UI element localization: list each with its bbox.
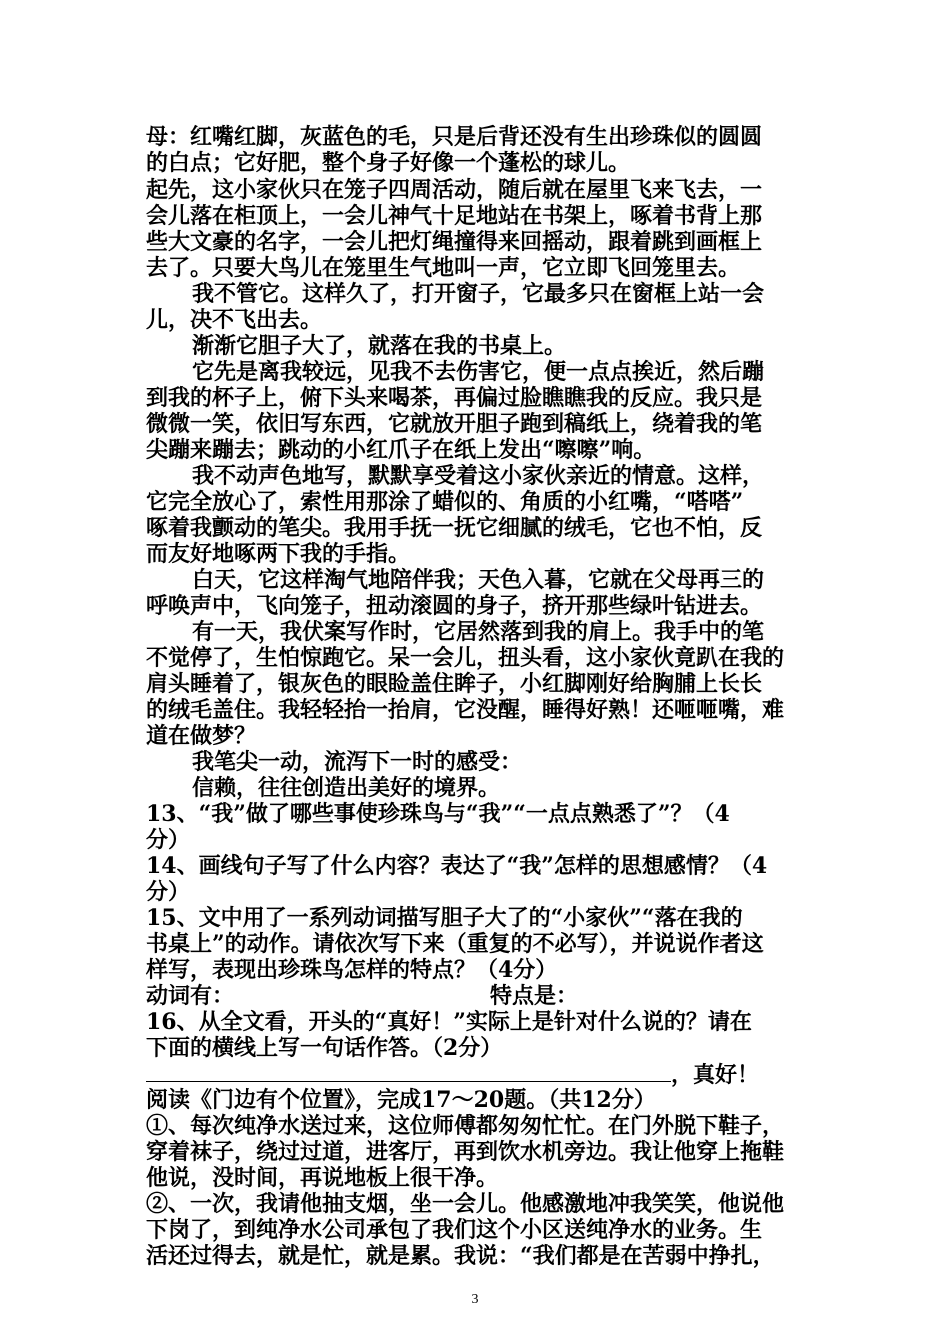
text-line: 而友好地啄两下我的手指。: [146, 541, 411, 567]
question-14-cont: 分）: [146, 879, 191, 905]
reading-heading: 阅读《门边有个位置》，完成17～20题。（共12分）: [146, 1087, 656, 1113]
text-line: 肩头睡着了，银灰色的眼睑盖住眸子，小红脚刚好给胸脯上长长: [146, 671, 763, 697]
question-13: 13、“我”做了哪些事使珍珠鸟与“我”“一点点熟悉了”？（4: [146, 801, 730, 827]
text-line: 的绒毛盖住。我轻轻抬一抬肩，它没醒，睡得好熟！还咂咂嘴，难: [146, 697, 785, 723]
text-line: 儿，决不飞出去。: [146, 307, 323, 333]
question-15-cont: 书桌上”的动作。请依次写下来（重复的不必写），并说说作者这: [146, 931, 764, 957]
text-line: 我不管它。这样久了，打开窗子，它最多只在窗框上站一会: [192, 281, 765, 307]
text-line: 啄着我颤动的笔尖。我用手抚一抚它细腻的绒毛，它也不怕，反: [146, 515, 763, 541]
answer-suffix: ，真好！: [671, 1062, 760, 1088]
text-line: 会儿落在柜顶上，一会儿神气十足地站在书架上，啄着书背上那: [146, 203, 763, 229]
text-line: 道在做梦？: [146, 723, 257, 749]
text-line: 起先，这小家伙只在笼子四周活动，随后就在屋里飞来飞去，一: [146, 177, 763, 203]
text-line: 他说，没时间，再说地板上很干净。: [146, 1165, 499, 1191]
text-line: 我不动声色地写，默默享受着这小家伙亲近的情意。这样，: [192, 463, 765, 489]
text-line: 到我的杯子上，俯下头来喝茶，再偏过脸瞧瞧我的反应。我只是: [146, 385, 763, 411]
text-line: 信赖，往往创造出美好的境界。: [192, 775, 501, 801]
verbs-label: 动词有：: [146, 983, 235, 1009]
text-line: 去了。只要大鸟儿在笼里生气地叫一声，它立即飞回笼里去。: [146, 255, 741, 281]
text-line: ①、每次纯净水送过来，这位师傅都匆匆忙忙。在门外脱下鞋子，: [146, 1113, 785, 1139]
question-13-cont: 分）: [146, 827, 191, 853]
text-line: 白天，它这样淘气地陪伴我；天色入暮，它就在父母再三的: [192, 567, 765, 593]
text-line: 微微一笑，依旧写东西，它就放开胆子跑到稿纸上，绕着我的笔: [146, 411, 763, 437]
text-line: 活还过得去，就是忙，就是累。我说：“我们都是在苦弱中挣扎，: [146, 1243, 775, 1269]
text-line: 我笔尖一动，流泻下一时的感受：: [192, 749, 523, 775]
answer-blank[interactable]: [146, 1061, 671, 1082]
text-line: 不觉停了，生怕惊跑它。呆一会儿，扭头看，这小家伙竟趴在我的: [146, 645, 785, 671]
text-line: 母：红嘴红脚，灰蓝色的毛，只是后背还没有生出珍珠似的圆圆: [146, 124, 763, 150]
traits-label: 特点是：: [490, 983, 579, 1009]
text-line: 下岗了，到纯净水公司承包了我们这个小区送纯净水的业务。生: [146, 1217, 763, 1243]
question-16: 16、从全文看，开头的“真好！”实际上是针对什么说的？请在: [146, 1009, 752, 1035]
text-line: 它完全放心了，索性用那涂了蜡似的、角质的小红嘴，“嗒嗒”: [146, 489, 744, 515]
text-line: 尖蹦来蹦去；跳动的小红爪子在纸上发出“嚓嚓”响。: [146, 437, 656, 463]
question-16-cont: 下面的横线上写一句话作答。（2分）: [146, 1035, 503, 1061]
text-line: ②、一次，我请他抽支烟，坐一会儿。他感激地冲我笑笑，他说他: [146, 1191, 785, 1217]
text-line: 穿着袜子，绕过过道，进客厅，再到饮水机旁边。我让他穿上拖鞋: [146, 1139, 785, 1165]
text-line: 呼唤声中，飞向笼子，扭动滚圆的身子，挤开那些绿叶钻进去。: [146, 593, 763, 619]
page-number: 3: [471, 1292, 479, 1307]
text-line: 它先是离我较远，见我不去伤害它，便一点点挨近，然后蹦: [192, 359, 765, 385]
question-15: 15、文中用了一系列动词描写胆子大了的“小家伙”“落在我的: [146, 905, 743, 931]
text-line: 的白点；它好肥，整个身子好像一个蓬松的球儿。: [146, 150, 631, 176]
text-line: 渐渐它胆子大了，就落在我的书桌上。: [192, 333, 567, 359]
question-14: 14、画线句子写了什么内容？表达了“我”怎样的思想感情？（4: [146, 853, 768, 879]
text-line: 有一天，我伏案写作时，它居然落到我的肩上。我手中的笔: [192, 619, 765, 645]
answer-line: [146, 1061, 759, 1088]
text-line: 些大文豪的名字，一会儿把灯绳撞得来回摇动，跟着跳到画框上: [146, 229, 763, 255]
question-15-cont: 样写，表现出珍珠鸟怎样的特点？（4分）: [146, 957, 558, 983]
